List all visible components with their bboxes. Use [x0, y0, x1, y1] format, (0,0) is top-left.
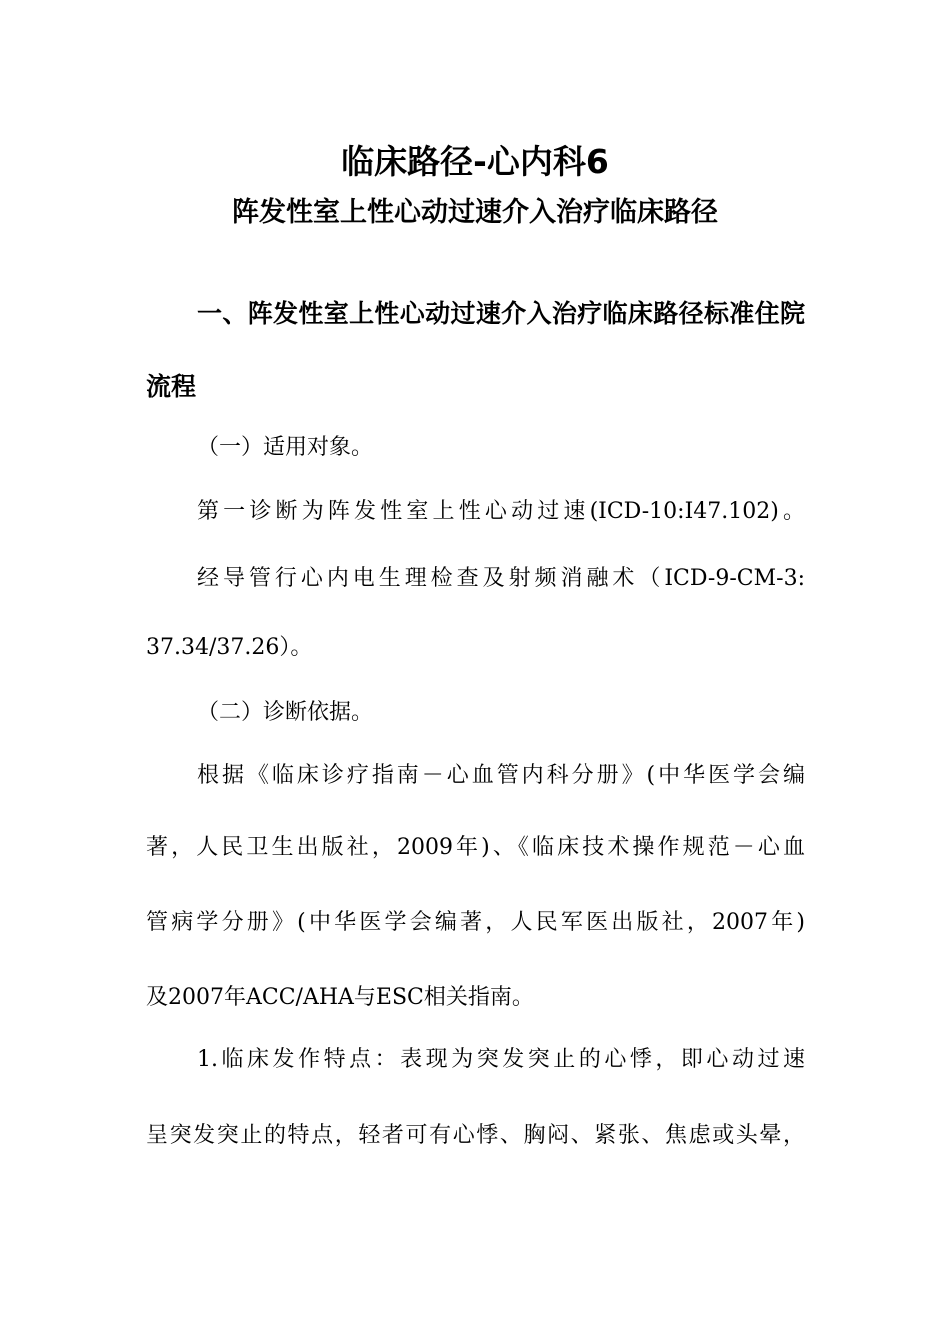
subsection-heading-applicable-subjects: （一）适用对象。: [197, 435, 374, 460]
paragraph-procedure-line-2: 37.34/37.26）。: [146, 635, 313, 660]
paragraph-first-diagnosis: 第一诊断为阵发性室上性心动过速(ICD-10:I47.102)。: [197, 499, 805, 524]
paragraph-basis-line-2: 著，人民卫生出版社，2009年)、《临床技术操作规范－心血: [146, 835, 805, 860]
section-heading-line-2: 流程: [146, 372, 197, 401]
paragraph-basis-line-1: 根据《临床诊疗指南－心血管内科分册》(中华医学会编: [197, 763, 805, 788]
paragraph-procedure-line-1: 经导管行心内电生理检查及射频消融术（ICD-9-CM-3:: [197, 566, 805, 591]
paragraph-basis-line-4: 及2007年ACC/AHA与ESC相关指南。: [146, 985, 534, 1010]
paragraph-basis-line-3: 管病学分册》(中华医学会编著，人民军医出版社，2007年): [146, 910, 805, 935]
section-heading-line-1: 一、阵发性室上性心动过速介入治疗临床路径标准住院: [197, 299, 805, 328]
item-clinical-features-line-2: 呈突发突止的特点，轻者可有心悸、胸闷、紧张、焦虑或头晕，: [146, 1123, 805, 1148]
subsection-heading-diagnostic-basis: （二）诊断依据。: [197, 700, 374, 725]
item-clinical-features-line-1: 1.临床发作特点：表现为突发突止的心悸，即心动过速: [197, 1047, 805, 1072]
document-subtitle: 阵发性室上性心动过速介入治疗临床路径: [232, 197, 718, 228]
document-title: 临床路径-心内科6: [341, 142, 609, 181]
